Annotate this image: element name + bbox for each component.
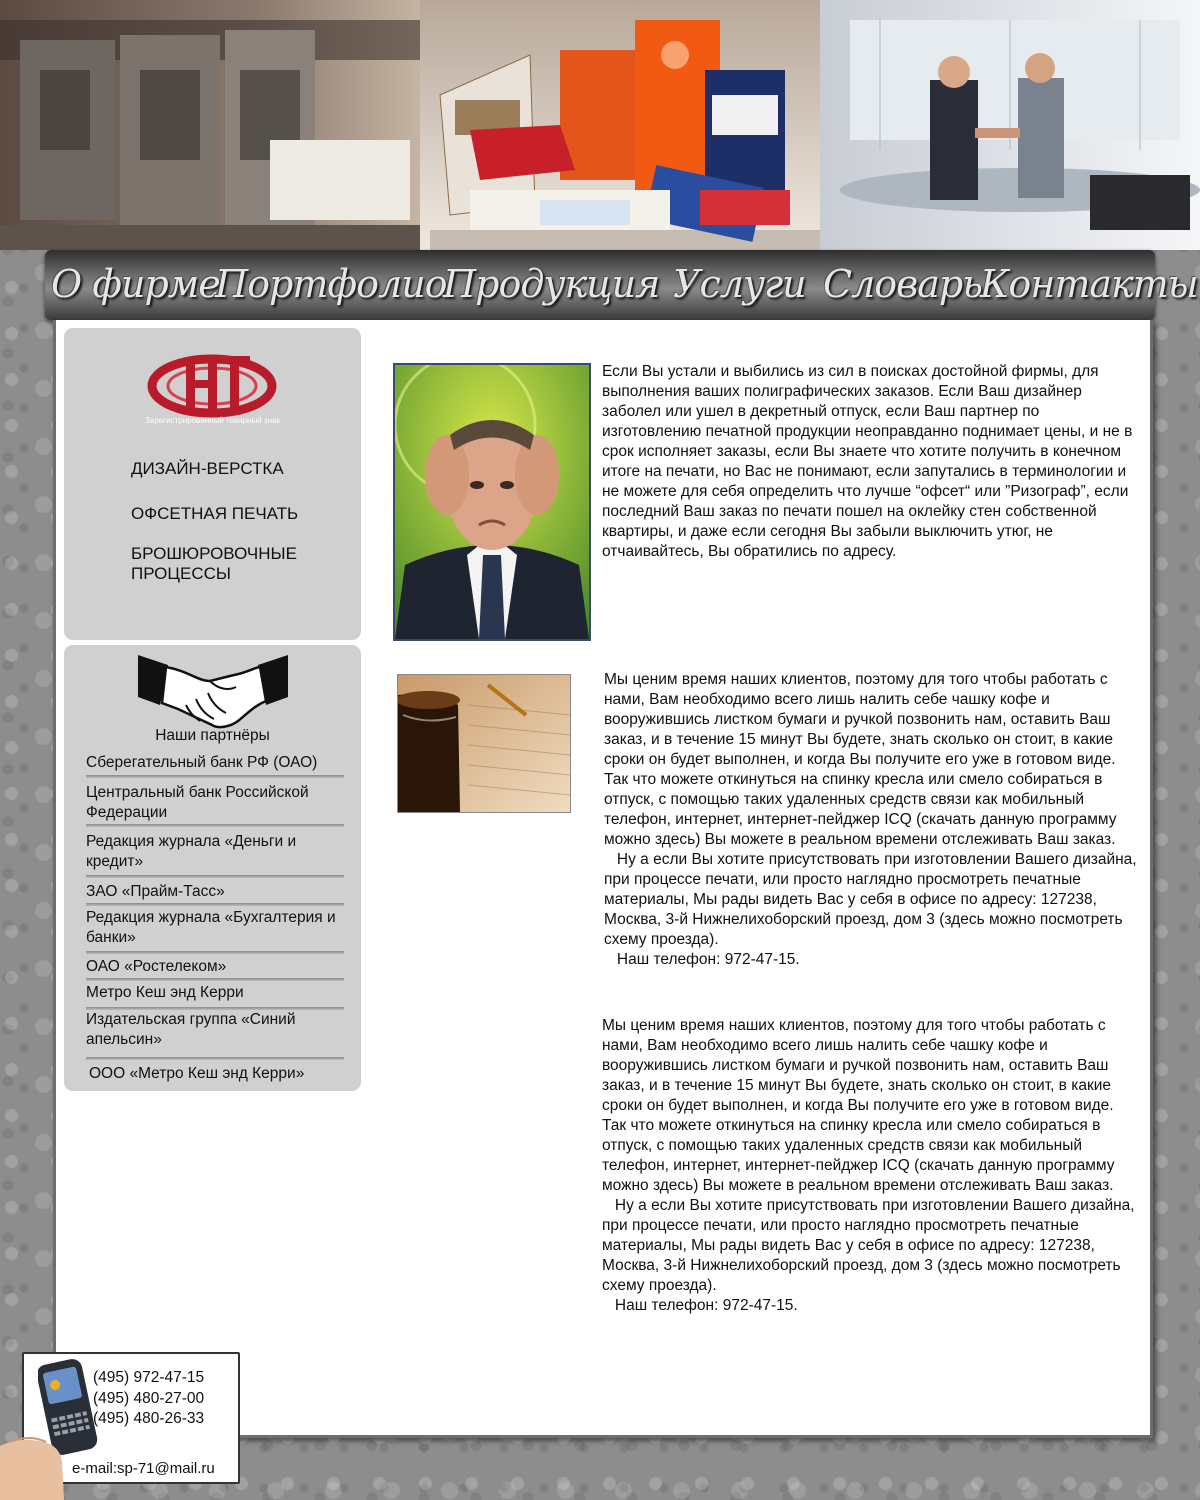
printing-press-image xyxy=(0,0,430,250)
partner-divider xyxy=(86,824,344,827)
partner-link[interactable]: Редакция журнала «Бухгалтерия и банки» xyxy=(86,909,336,946)
main-panel xyxy=(53,320,1153,1438)
stressed-man-photo xyxy=(393,363,591,641)
menu-binding-processes[interactable]: БРОШЮРОВОЧНЫЕ ПРОЦЕССЫ xyxy=(131,544,297,583)
partners-title: Наши партнёры xyxy=(155,727,270,744)
service-text-repeat: Мы ценим время наших клиентов, поэтому для того чтобы работать с нами, Вам необходимо всего лишь налить себе чашку кофе и вооружившись листком бумаги и ручкой позвонить нам, оставить Ваш заказ, и в течение 15 минут Вы будете, знать сколько он стоит, в какие сроки он будет выполнен, и когда Вы получите его уже в готовом виде. Так что можете откинуться на спинку кресла или смело собираться в отпуск, с помощью таких удаленных средств связи как мобильный телефон, интернет, интернет-пейджер ICQ (скачать данную программу можно здесь) Вы можете в реальном времени отслеживать Ваш заказ. Ну а если Вы хотите присутствовать при изготовлении Вашего дизайна, при процессе печати, или просто наглядно просмотреть печатные материалы, Мы рады видеть Вас у себя в офисе по адресу: 127238, Москва, 3-й Нижнелихоборский проезд, дом 3 (здесь можно посмотреть схему проезда). Наш телефон: 972-47-15. xyxy=(602,1017,1135,1314)
partner-link[interactable]: Редакция журнала «Деньги и кредит» xyxy=(86,833,297,870)
nav-contacts[interactable]: Контакты xyxy=(980,262,1198,306)
service-text: Мы ценим время наших клиентов, поэтому для того чтобы работать с нами, Вам необходимо всего лишь налить себе чашку кофе и вооружившись листком бумаги и ручкой позвонить нам, оставить Ваш заказ, и в течение 15 минут Вы будете, знать сколько он стоит, в какие сроки он будет выполнен, и когда Вы получите его уже в готовом виде. Так что можете откинуться на спинку кресла или смело собираться в отпуск, с помощью таких удаленных средств связи как мобильный телефон, интернет, интернет-пейджер ICQ (скачать данную программу можно здесь) Вы можете в реальном времени отслеживать Ваш заказ. Ну а если Вы хотите присутствовать при изготовлении Вашего дизайна, при процессе печати, или просто наглядно просмотреть печатные материалы, Мы рады видеть Вас у себя в офисе по адресу: 127238, Москва, 3-й Нижнелихоборский проезд, дом 3 (здесь можно посмотреть схему проезда). Наш телефон: 972-47-15. xyxy=(604,671,1137,968)
partner-divider xyxy=(86,775,344,778)
partner-link[interactable]: ОАО «Ростелеком» xyxy=(86,958,227,975)
email-link[interactable]: e-mail:sp-71@mail.ru xyxy=(72,1460,215,1477)
main-nav xyxy=(45,250,1198,320)
partner-divider xyxy=(86,875,344,878)
nav-portfolio[interactable]: Портфолио xyxy=(215,262,447,306)
nav-services[interactable]: Услуги xyxy=(673,262,806,306)
header-banner xyxy=(0,0,1200,250)
phone-number: (495) 972-47-15 xyxy=(93,1369,205,1386)
nav-products[interactable]: Продукция xyxy=(443,262,660,306)
menu-design-layout[interactable]: ДИЗАЙН-ВЕРСТКА xyxy=(131,459,284,478)
partner-link[interactable]: ООО «Метро Кеш энд Керри» xyxy=(89,1065,305,1082)
nav-glossary[interactable]: Словарь xyxy=(823,262,982,306)
partner-divider xyxy=(86,1057,344,1060)
partner-link[interactable]: Сберегательный банк РФ (ОАО) xyxy=(86,754,318,771)
intro-text: Если Вы устали и выбились из сил в поисках достойной фирмы, для выполнения ваших полиграфических заказов. Если Ваш дизайнер заболел или ушел в декретный отпуск, если Ваш партнер по изготовлению печатной продукции неоправданно поднимает цены, и не в срок исполняет заказы, если Вы знаете что хотите получить в конечном итоге на печати, но Вас не понимают, если запутались в терминологии и не можете для себя определить что лучше “офсет“ или ”Ризограф”, если последний Ваш заказ по печати пошел на оклейку стен собственной квартиры, и даже если сегодня Вы забыли выключить утюг, не отчаивайтесь, Вы обратились по адресу. xyxy=(602,363,1137,560)
partner-link[interactable]: Издательская группа «Синий апельсин» xyxy=(86,1011,296,1048)
logo-caption: Зарегистрированный товарный знак xyxy=(145,416,280,425)
services-box xyxy=(64,328,361,640)
partner-divider xyxy=(86,903,344,906)
printed-products-image xyxy=(420,0,850,250)
hand-image xyxy=(0,1432,80,1500)
menu-offset-printing[interactable]: ОФСЕТНАЯ ПЕЧАТЬ xyxy=(131,504,299,523)
phone-number: (495) 480-27-00 xyxy=(93,1390,205,1407)
business-handshake-image xyxy=(820,0,1200,250)
coffee-newspaper-photo xyxy=(397,674,571,813)
handshake-icon xyxy=(138,653,288,731)
partner-divider xyxy=(86,978,344,981)
partner-link[interactable]: ЗАО «Прайм-Тасс» xyxy=(86,883,225,900)
phone-number: (495) 480-26-33 xyxy=(93,1410,205,1427)
partner-divider xyxy=(86,951,344,954)
partner-link[interactable]: Метро Кеш энд Керри xyxy=(86,984,244,1001)
company-logo[interactable] xyxy=(124,346,300,426)
nav-about[interactable]: О фирме xyxy=(51,262,220,306)
partner-link[interactable]: Центральный банк Российской Федерации xyxy=(86,784,309,821)
partners-box xyxy=(64,645,361,1091)
